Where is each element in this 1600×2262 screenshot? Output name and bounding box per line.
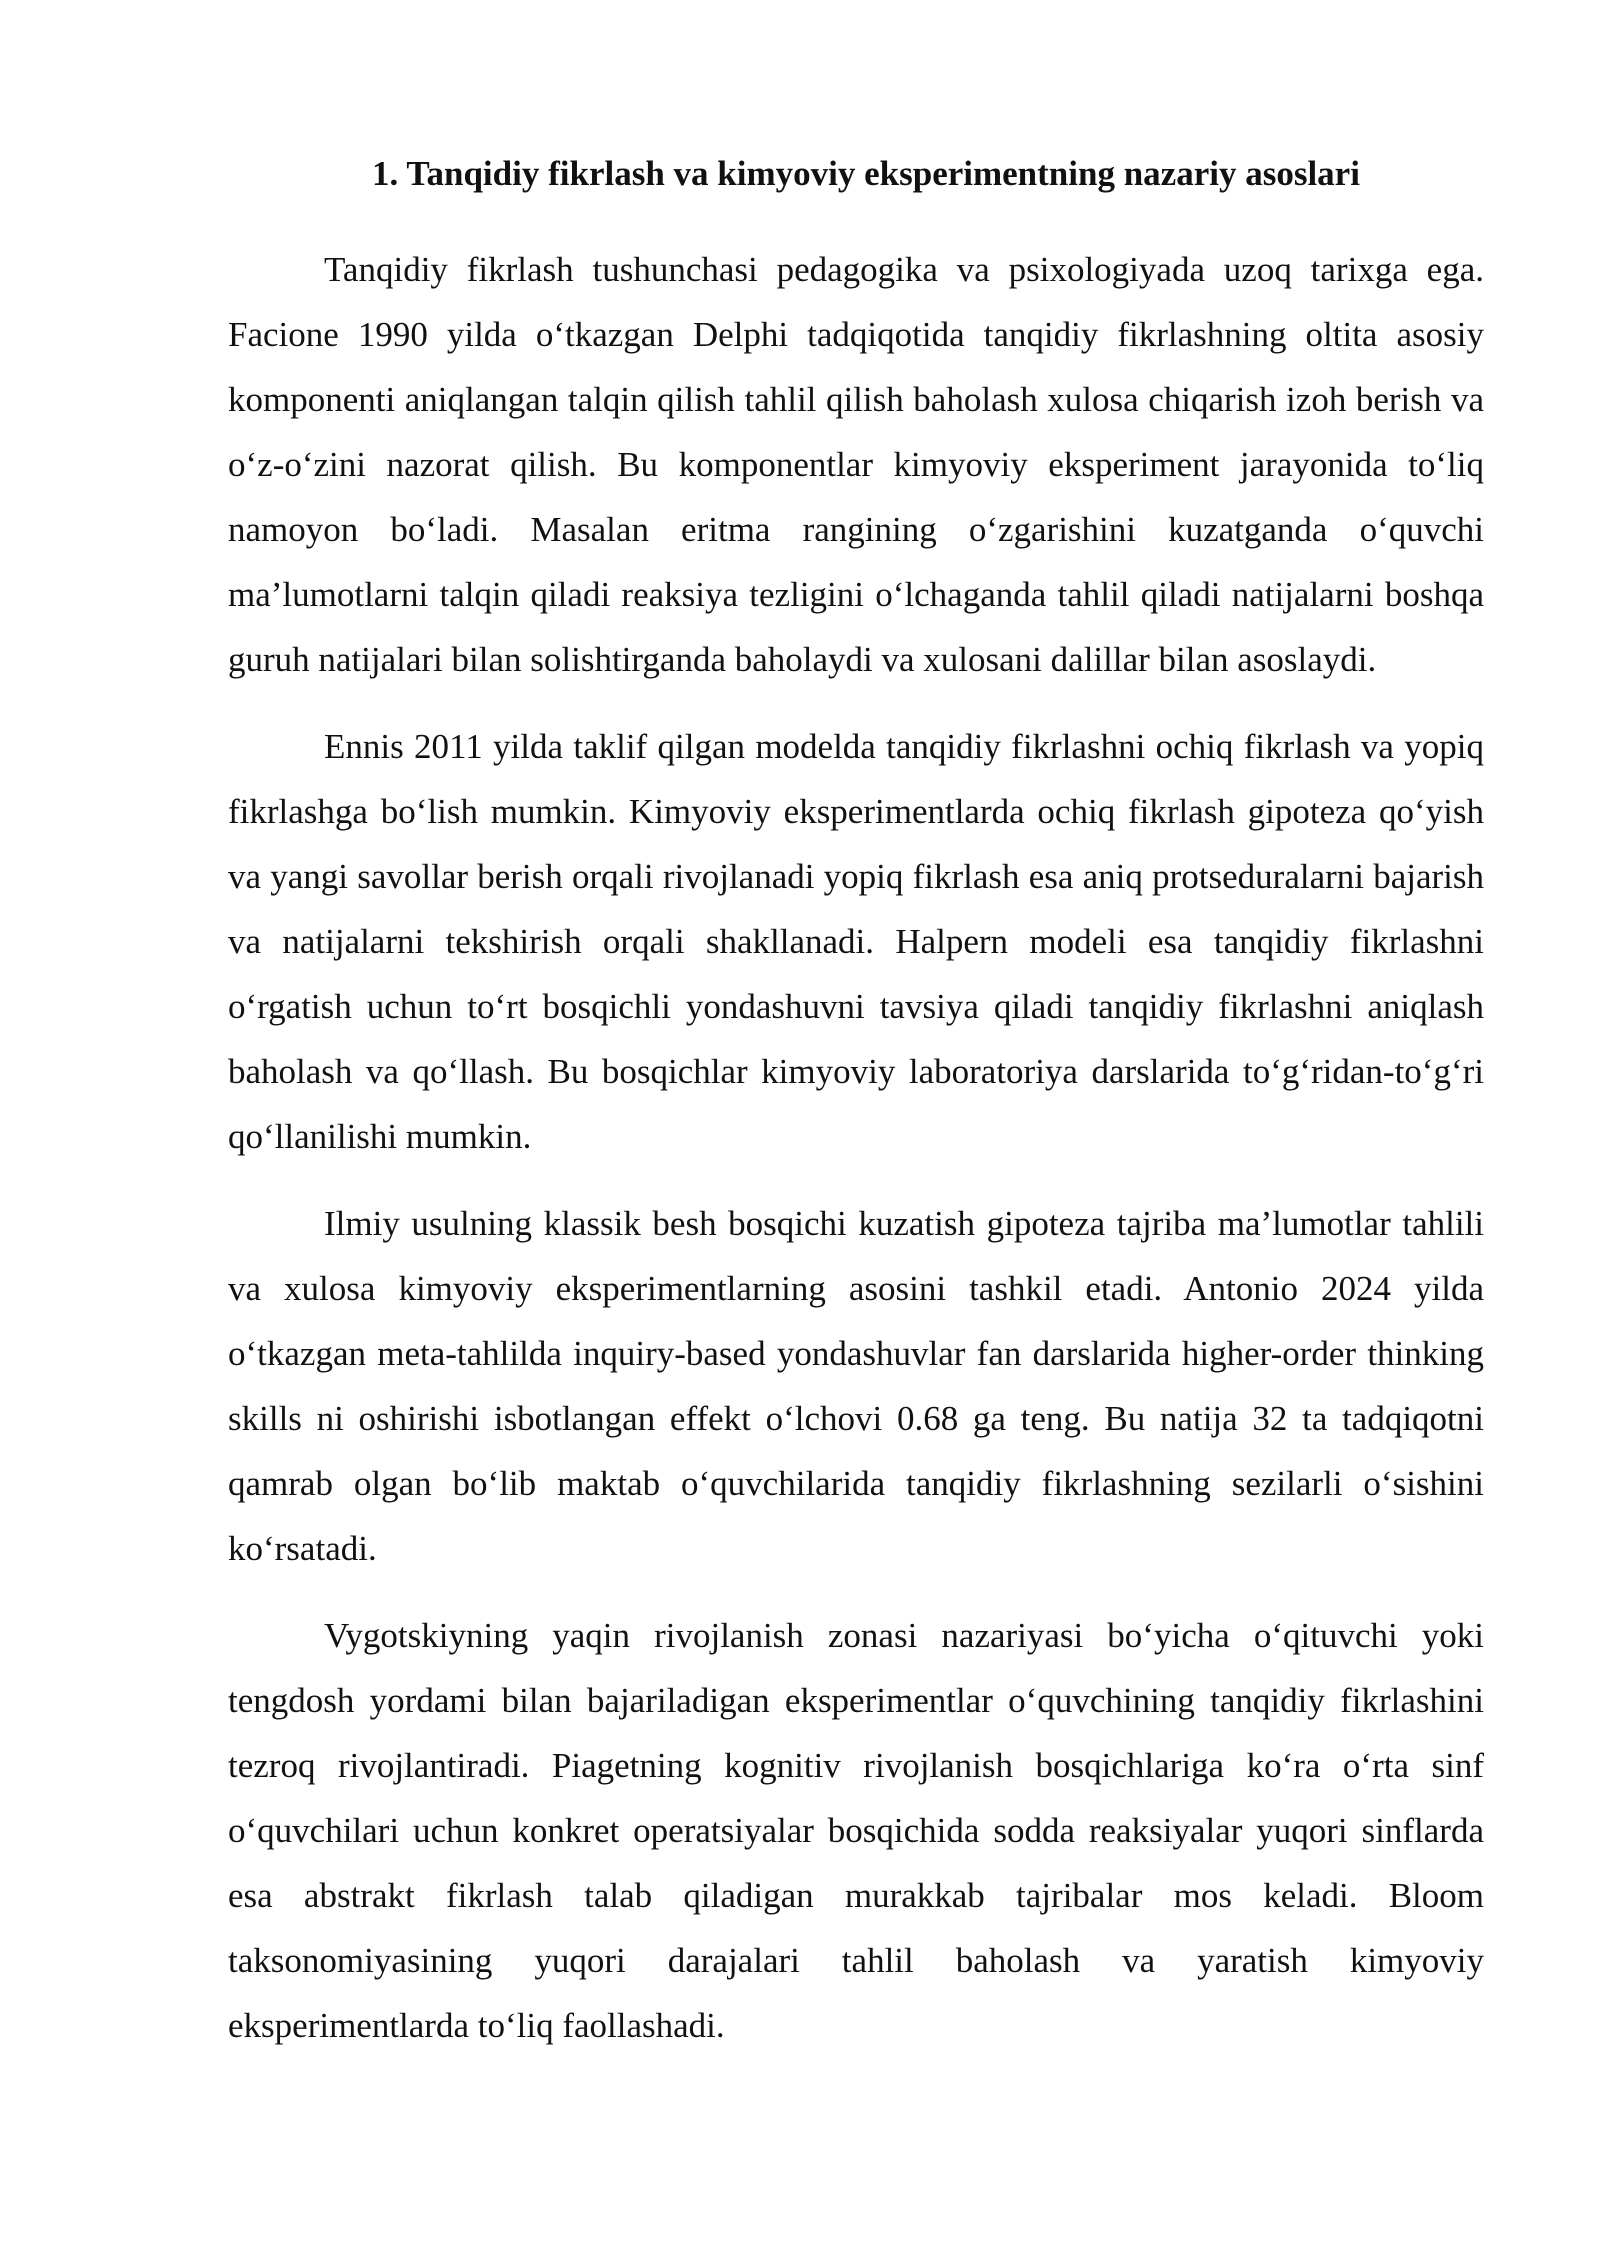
paragraph-3: Ilmiy usulning klassik besh bosqichi kuzatish gipoteza tajriba ma’lumotlar tahlili va xulosa kimyoviy eksperimentlarning asosini tashkil etadi. Antonio 2024 yilda o‘tkazgan meta-tahlilda inquiry-based yondashuvlar fan darslarida higher-order thinking skills ni oshirishi isbotlangan effekt o‘lchovi 0.68 ga teng. Bu natija 32 ta tadqiqotni qamrab olgan bo‘lib maktab o‘quvchilarida tanqidiy fikrlashning sezilarli o‘sishini ko‘rsatadi. [228, 1204, 1484, 1568]
body-text [228, 237, 1484, 2080]
paragraph-1: Tanqidiy fikrlash tushunchasi pedagogika va psixologiyada uzoq tarixga ega. Facione 1990 yilda o‘tkazgan Delphi tadqiqotida tanqidiy fikrlashning oltita asosiy komponenti aniqlangan talqin qilish tahlil qilish baholash xulosa chiqarish izoh berish va o‘z-o‘zini nazorat qilish. Bu komponentlar kimyoviy eksperiment jarayonida to‘liq namoyon bo‘ladi. Masalan eritma rangining o‘zgarishini kuzatganda o‘quvchi ma’lumotlarni talqin qiladi reaksiya tezligini o‘lchaganda tahlil qiladi natijalarni boshqa guruh natijalari bilan solishtirganda baholaydi va xulosani dalillar bilan asoslaydi. [228, 250, 1484, 679]
paragraph-4: Vygotskiyning yaqin rivojlanish zonasi nazariyasi bo‘yicha o‘qituvchi yoki tengdosh yordami bilan bajariladigan eksperimentlar o‘quvchining tanqidiy fikrlashini tezroq rivojlantiradi. Piagetning kognitiv rivojlanish bosqichlariga ko‘ra o‘rta sinf o‘quvchilari uchun konkret operatsiyalar bosqichida sodda reaksiyalar yuqori sinflarda esa abstrakt fikrlash talab qiladigan murakkab tajribalar mos keladi. Bloom taksonomiyasining yuqori darajalari tahlil baholash va yaratish kimyoviy eksperimentlarda to‘liq faollashadi. [228, 1616, 1484, 2045]
section-title: 1. Tanqidiy fikrlash va kimyoviy eksperimentning nazariy asoslari [372, 154, 1360, 193]
paragraph-2: Ennis 2011 yilda taklif qilgan modelda tanqidiy fikrlashni ochiq fikrlash va yopiq fikrlashga bo‘lish mumkin. Kimyoviy eksperimentlarda ochiq fikrlash gipoteza qo‘yish va yangi savollar berish orqali rivojlanadi yopiq fikrlash esa aniq protseduralarni bajarish va natijalarni tekshirish orqali shakllanadi. Halpern modeli esa tanqidiy fikrlashni o‘rgatish uchun to‘rt bosqichli yondashuvni tavsiya qiladi tanqidiy fikrlashni aniqlash baholash va qo‘llash. Bu bosqichlar kimyoviy laboratoriya darslarida to‘g‘ridan-to‘g‘ri qo‘llanilishi mumkin. [228, 727, 1484, 1156]
